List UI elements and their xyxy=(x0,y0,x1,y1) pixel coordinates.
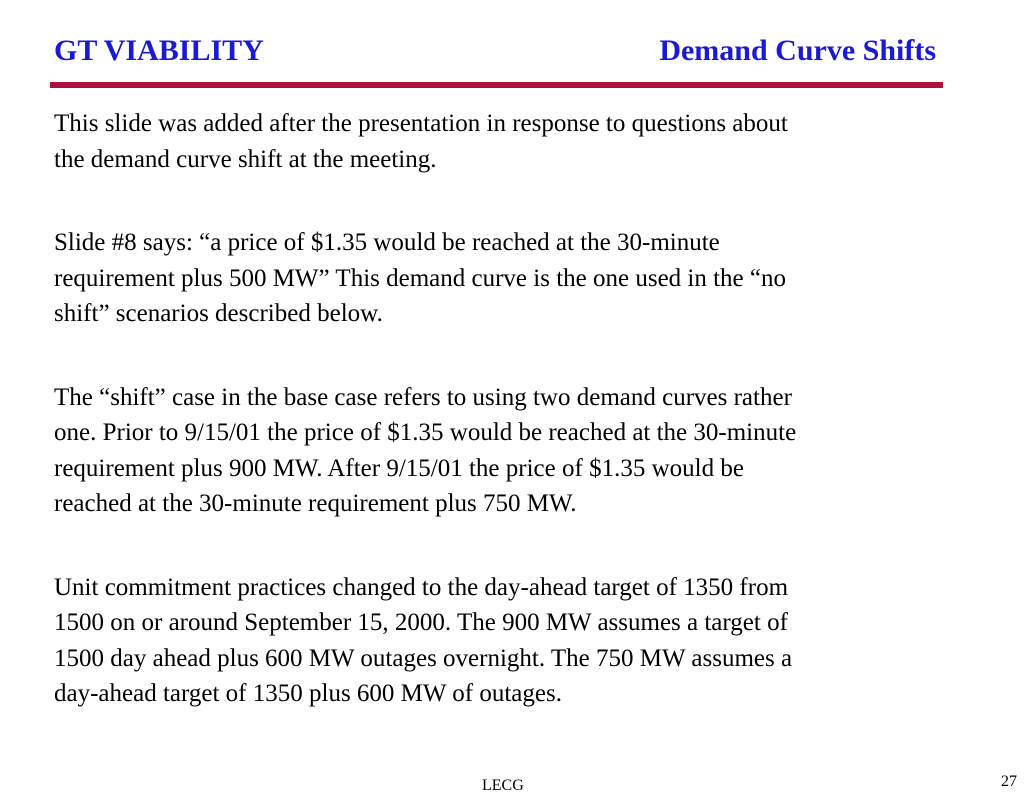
footer-org-label: LECG xyxy=(482,777,524,794)
title-divider-rule xyxy=(50,82,943,88)
slide-title-left: GT VIABILITY xyxy=(54,34,264,67)
body-paragraph: Unit commitment practices changed to the day-ahead target of 1350 from 1500 on or around September 15, 2000. The 900 MW assumes a target of 1500 day ahead plus 600 MW outages overnight. The 750 MW assumes a day-ahead target of 1350 plus 600 MW of outages. xyxy=(54,573,793,707)
page-number: 27 xyxy=(1001,773,1017,790)
body-paragraph: The “shift” case in the base case refers to using two demand curves rather one. Prior to 9/15/01 the price of $1.35 would be reached at the 30-minute requirement plus 900 MW. After 9/15/01 the price of $1.35 would be reached at the 30-minute requirement plus 750 MW. xyxy=(54,383,797,517)
slide-body xyxy=(54,106,954,760)
slide-title-right: Demand Curve Shifts xyxy=(659,34,936,67)
body-paragraph: Slide #8 says: “a price of $1.35 would be reached at the 30-minute requirement plus 500 MW” This demand curve is the one used in the “no shift” scenarios described below. xyxy=(54,229,786,327)
body-paragraph: This slide was added after the presentation in response to questions about the demand curve shift at the meeting. xyxy=(54,110,788,173)
